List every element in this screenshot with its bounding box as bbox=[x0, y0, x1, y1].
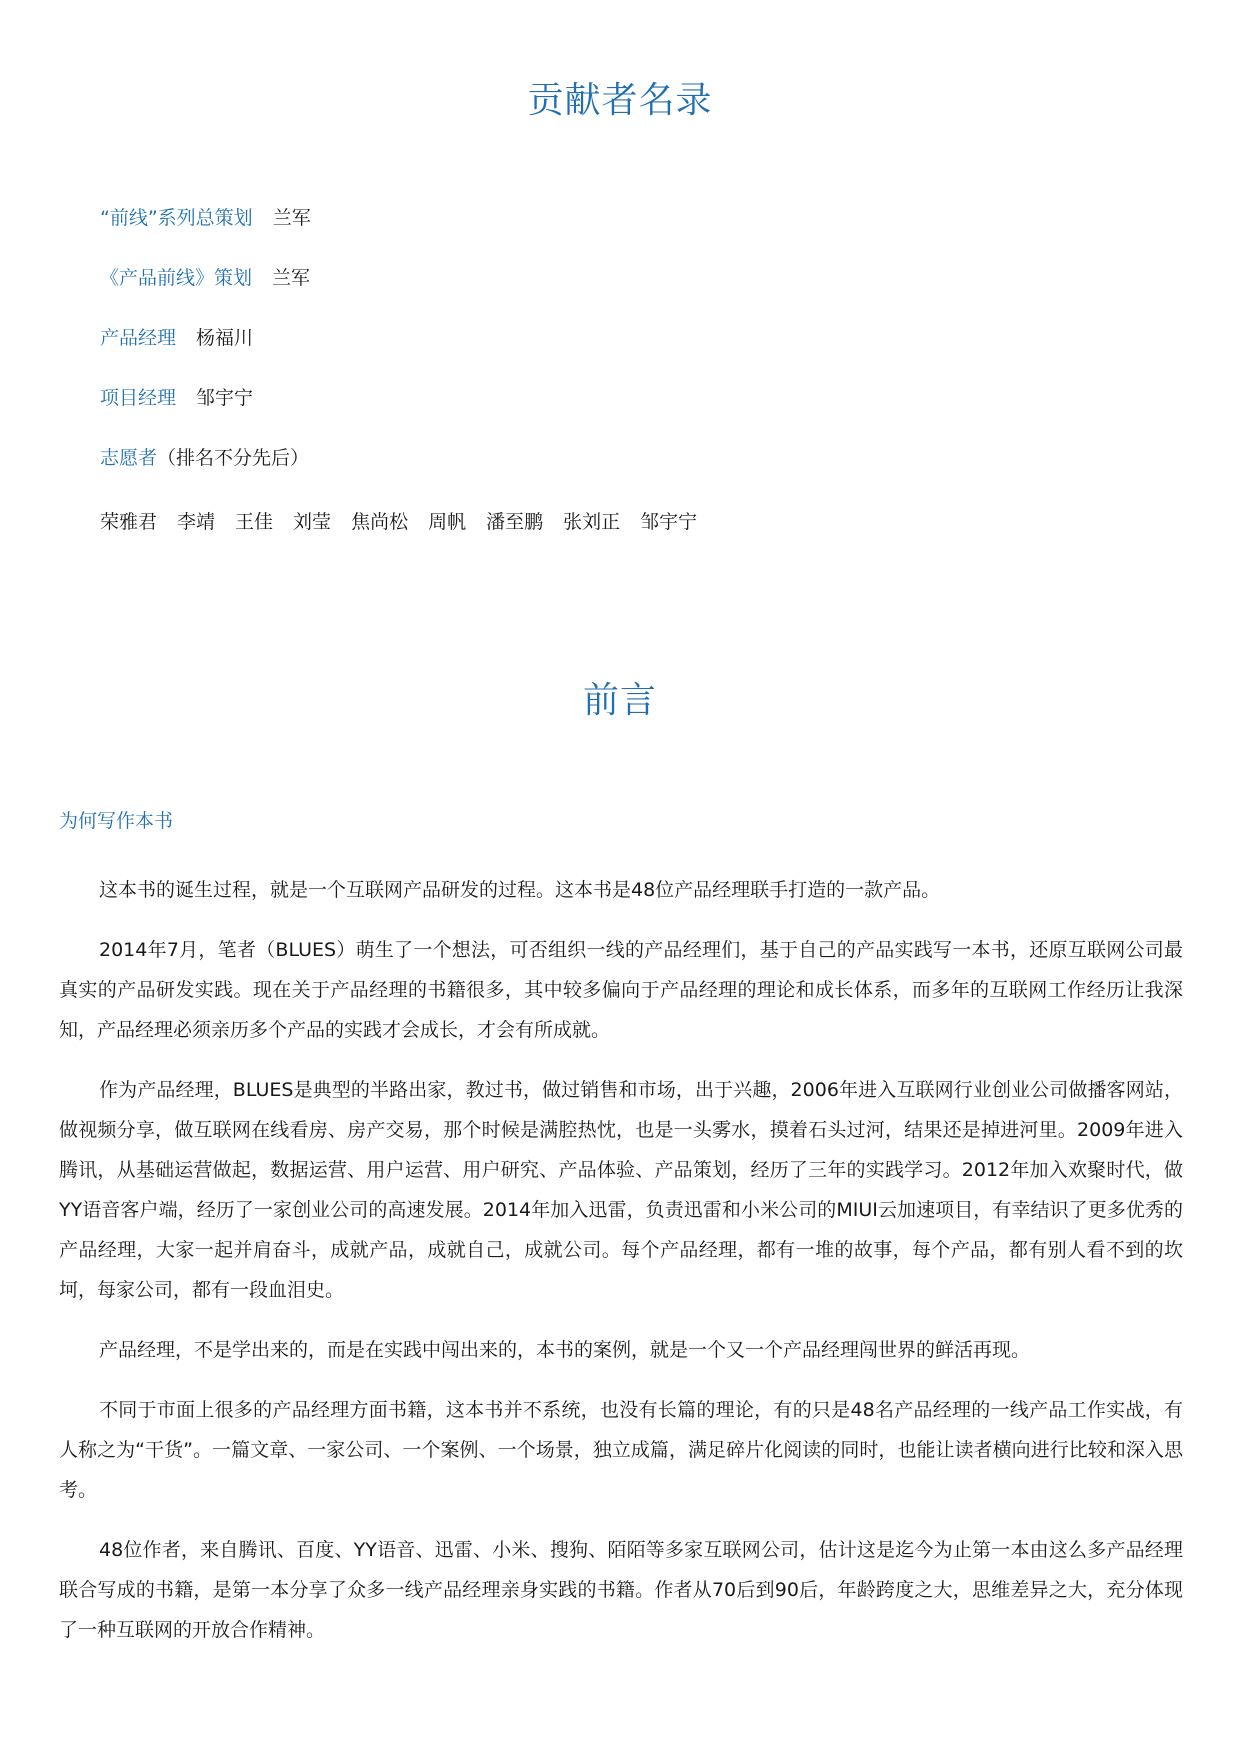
credit-line-volunteers bbox=[100, 445, 309, 471]
volunteer-name: 邹宇宁 bbox=[640, 511, 698, 533]
credit-line-product-manager bbox=[100, 325, 253, 351]
volunteer-list bbox=[100, 509, 717, 535]
preface-title: 前言 bbox=[582, 680, 657, 721]
volunteer-name: 焦尚松 bbox=[351, 511, 409, 533]
credit-line-book-planner bbox=[100, 265, 310, 291]
credit-role: 产品经理 bbox=[100, 327, 177, 349]
preface-paragraph-3: 作为产品经理，BLUES是典型的半路出家，教过书，做过销售和市场，出于兴趣，2006年进入互联网行业创业公司做播客网站，做视频分享，做互联网在线看房、房产交易，那个时候是满腔热忱，也是一头雾水，摸着石头过河，结果还是掉进河里。2009年进入腾讯，从基础运营做起，数据运营、用户运营、用户研究、产品体验、产品策划，经历了三年的实践学习。2012年加入欢聚时代，做YY语音客户端，经历了一家创业公司的高速发展。2014年加入迅雷，负责迅雷和小米公司的MIUI云加速项目，有幸结识了更多优秀的产品经理，大家一起并肩奋斗，成就产品，成就自己，成就公司。每个产品经理，都有一堆的故事，每个产品，都有别人看不到的坎坷，每家公司，都有一段血泪史。 bbox=[59, 1079, 1183, 1301]
volunteer-name: 刘莹 bbox=[293, 511, 332, 533]
credit-role: 《产品前线》策划 bbox=[100, 267, 253, 289]
credit-name: 杨福川 bbox=[196, 327, 254, 349]
credit-role: “前线”系列总策划 bbox=[100, 207, 253, 229]
volunteer-name: 周帆 bbox=[428, 511, 467, 533]
preface-paragraph-1: 这本书的诞生过程，就是一个互联网产品研发的过程。这本书是48位产品经理联手打造的一款产品。 bbox=[99, 879, 941, 901]
volunteer-name: 潘至鹏 bbox=[486, 511, 544, 533]
volunteer-name: 王佳 bbox=[235, 511, 274, 533]
credits-title: 贡献者名录 bbox=[527, 80, 713, 121]
credit-name: 邹宇宁 bbox=[196, 387, 254, 409]
volunteer-name: 李靖 bbox=[177, 511, 216, 533]
credit-name: 兰军 bbox=[272, 207, 311, 229]
preface-paragraph-4: 产品经理，不是学出来的，而是在实践中闯出来的，本书的案例，就是一个又一个产品经理闯世界的鲜活再现。 bbox=[99, 1339, 1031, 1361]
credit-line-series-planner bbox=[100, 205, 311, 231]
credit-role: 项目经理 bbox=[100, 387, 177, 409]
volunteers-note: （排名不分先后） bbox=[157, 447, 310, 469]
section-heading: 为何写作本书 bbox=[59, 810, 174, 832]
volunteer-name: 荣雅君 bbox=[100, 511, 158, 533]
preface-paragraph-6: 48位作者，来自腾讯、百度、YY语音、迅雷、小米、搜狗、陌陌等多家互联网公司，估计这是迄今为止第一本由这么多产品经理联合写成的书籍，是第一本分享了众多一线产品经理亲身实践的书籍。作者从70后到90后，年龄跨度之大，思维差异之大，充分体现了一种互联网的开放合作精神。 bbox=[59, 1539, 1183, 1641]
volunteers-role: 志愿者 bbox=[100, 447, 158, 469]
volunteer-name: 张刘正 bbox=[563, 511, 621, 533]
credit-line-project-manager bbox=[100, 385, 253, 411]
preface-paragraph-2: 2014年7月，笔者（BLUES）萌生了一个想法，可否组织一线的产品经理们，基于自己的产品实践写一本书，还原互联网公司最真实的产品研发实践。现在关于产品经理的书籍很多，其中较多偏向于产品经理的理论和成长体系，而多年的互联网工作经历让我深知，产品经理必须亲历多个产品的实践才会成长，才会有所成就。 bbox=[59, 939, 1183, 1041]
preface-paragraph-5: 不同于市面上很多的产品经理方面书籍，这本书并不系统，也没有长篇的理论，有的只是48名产品经理的一线产品工作实战，有人称之为“干货”。一篇文章、一家公司、一个案例、一个场景，独立成篇，满足碎片化阅读的同时，也能让读者横向进行比较和深入思考。 bbox=[59, 1399, 1183, 1501]
credit-name: 兰军 bbox=[272, 267, 311, 289]
